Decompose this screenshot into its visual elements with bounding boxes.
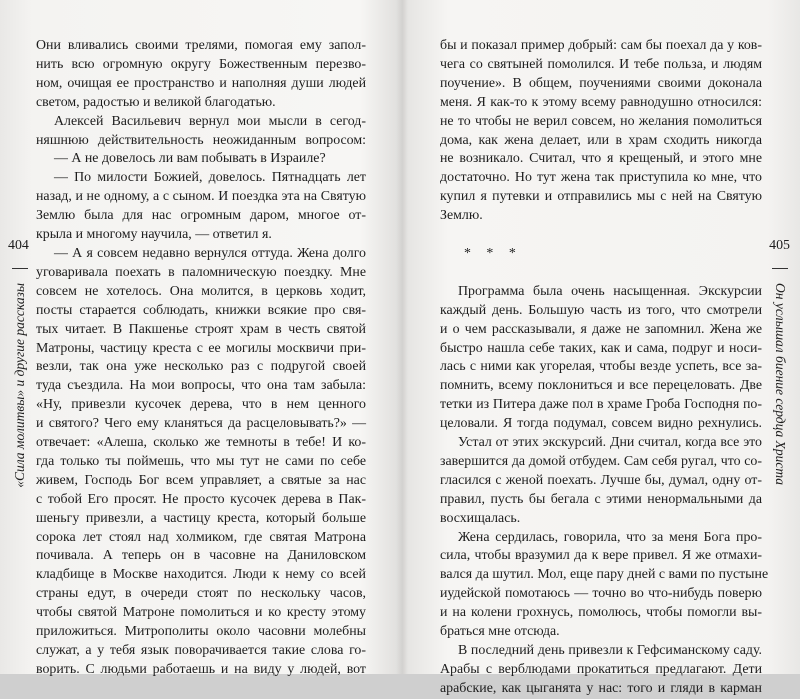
text-line: чтобы святой Матроне помолиться и ко кресту этому	[36, 605, 366, 621]
text-line: купил я путевки и отправились мы с ней на Святую	[440, 189, 762, 205]
text-line: не возникало. Считал, что я крещеный, и этого мне	[440, 151, 762, 167]
text-line: ном, очищая ее пространство и наполняя души людей	[36, 75, 366, 91]
text-line: шеньгу привезли, а частицу креста, который больше	[36, 510, 366, 526]
text-line: — А я совсем недавно вернулся оттуда. Жена долго	[54, 245, 366, 261]
text-line: Жена сердилась, говорила, что за меня Бога про-	[458, 529, 762, 545]
text-line: иудейской помотаюсь — точно во что-нибудь поверю	[440, 586, 762, 602]
text-line: поучение». В общем, поучениями своими доконала	[440, 75, 762, 91]
text-line: — По милости Божией, довелось. Пятнадцать лет	[54, 170, 366, 186]
running-head	[772, 268, 788, 629]
text-line: сила, чтобы вразумил да к вере привел. Я же отмахи-	[440, 548, 762, 564]
right-page	[400, 0, 800, 696]
text-line: уговаривала поехать в паломническую поездку. Мне	[36, 264, 366, 280]
text-line: нить всю огромную округу Божественным перезво-	[36, 56, 366, 72]
section-break: * * *	[464, 245, 522, 261]
text-line: Они вливались своими трелями, помогая ему запол-	[36, 38, 366, 53]
text-line: чега со святыней помолился. И тебе польза, и людям	[440, 56, 762, 72]
text-line: с тобой Его просят. Не просто кусочек дерева в Пак-	[36, 491, 366, 507]
text-line: не то чтобы не верил совсем, но желания помолиться	[440, 113, 762, 129]
text-line: Программа была очень насыщенная. Экскурсии	[458, 283, 762, 299]
text-line: завершится да домой отбудем. Сам себя ругал, что со-	[440, 453, 762, 469]
text-line: правил, пусть бы бегала с этими ненормальными да	[440, 491, 762, 507]
text-line: назад, и не одному, а с сыном. И поездка эта на Святую	[36, 189, 366, 205]
running-head-title: Он услышал биение сердца Христа	[773, 283, 788, 486]
text-line: меня. Я как-то к этому всему равнодушно относился:	[440, 94, 762, 110]
running-head	[12, 268, 28, 629]
text-line	[440, 264, 762, 283]
text-line: «Ну, привезли кусочек дерева, что в нем ценного	[36, 397, 366, 413]
text-line: Устал от этих экскурсий. Дни считал, когда все это	[458, 435, 762, 451]
text-line: восхищалась.	[440, 510, 521, 526]
text-line: страны едут, в очереди стоят по нескольку часов,	[36, 586, 366, 602]
text-line: служат, а у тебя язык поворачивается такие слова го-	[36, 643, 366, 658]
text-line: и на колени грохнусь, помолюсь, чтобы помогли вы-	[440, 605, 762, 621]
text-line: почивала. А теперь он в часовне на Даниловском	[36, 548, 366, 564]
text-line: сорока лет стоял над холмиком, где святая Матрона	[36, 529, 366, 545]
text-line: живем, Господь Бог всем управляет, а святые за нас	[36, 472, 366, 488]
text-line: Землю.	[440, 208, 483, 224]
text-line: помнить, всему поклониться и все перецеловать. Две	[440, 378, 762, 394]
text-line: совсем не хотелось. Она молится, в церковь ходит,	[36, 283, 366, 299]
text-line: В последний день привезли к Гефсиманскому саду.	[458, 643, 762, 658]
text-line: ворить. С людьми работаешь и на виду у людей, вот	[36, 661, 366, 677]
text-line: и о чем рассказывали, я даже не запомнил. Жена же	[440, 321, 762, 337]
text-line: отвечает: «Алеша, сколько же темноты в тебе! И ко-	[36, 435, 366, 451]
text-line: Арабы с верблюдами прокатиться предлагают. Дети	[440, 661, 762, 677]
text-line: каждый день. Большую часть из того, что смотрели	[440, 302, 762, 318]
left-page	[0, 0, 400, 677]
text-line: достаточно. Но тут жена так приступила ко мне, что	[440, 170, 762, 186]
text-line: кладбище в Москве находится. Люди к нему со всей	[36, 567, 366, 583]
text-line: арабские, как цыганята у нас: того и гляди в карман	[440, 680, 762, 696]
text-line: крыла и многому научила, — ответил я.	[36, 227, 272, 243]
text-line: посты старается соблюдать, книжки всякие про свя-	[36, 302, 366, 318]
body-text	[36, 37, 366, 680]
text-line: гласился с женой поехать. Лучше бы, думал, одну от-	[440, 472, 762, 488]
text-line: браться мне отсюда.	[440, 624, 560, 640]
text-line: бы и показал пример добрый: сам бы поехал да у ков-	[440, 38, 762, 53]
text-line: няшнюю действительность неожиданным вопросом:	[36, 132, 366, 148]
text-line	[440, 226, 762, 245]
page-number: 404	[8, 238, 29, 253]
text-line: и святого? Чего ему кланяться да расцеловывать?» —	[36, 416, 366, 432]
running-head-title: «Сила молитвы» и другие рассказы	[12, 283, 27, 488]
text-line: приложиться. Митрополиты около часовни молебны	[36, 624, 366, 640]
text-line: Алексей Васильевич вернул мои мысли в сегод-	[54, 113, 366, 129]
text-line: — А не довелось ли вам побывать в Израиле?	[54, 151, 326, 167]
text-line: лась с ними как угорелая, чтобы везде успеть, все за-	[440, 359, 762, 375]
text-line: везли, так она уже несколько раз с подругой своей	[36, 359, 366, 375]
text-line: тых читает. В Пакшенье строят храм в честь святой	[36, 321, 366, 337]
text-line: вался да шутил. Мол, еще пару дней с вами по пустыне	[440, 567, 769, 583]
text-line: светом, радостью и великой благодатью.	[36, 94, 276, 110]
text-line: гда только ты поймешь, что мы тут не сами по себе	[36, 453, 366, 469]
text-line: Землю была для нас огромным даром, многое от-	[36, 208, 366, 224]
text-line: дома, как жена делает, или в храм сходить никогда	[440, 132, 762, 148]
text-line: туда съездила. На мои вопросы, что она там забыла:	[36, 378, 366, 394]
text-line: целовали. Я тогда подумал, совсем видно рехнулись.	[440, 416, 762, 432]
text-line: быстро нашла себе таких, как и сама, подруг и носи-	[440, 340, 762, 356]
text-line: тетки из Питера даже пол в храме Гроба Господня по-	[440, 397, 762, 413]
body-text	[440, 37, 769, 699]
text-line: Матроны, частицу креста с ее могилы москвичи при-	[36, 340, 366, 356]
page-number: 405	[769, 238, 790, 253]
